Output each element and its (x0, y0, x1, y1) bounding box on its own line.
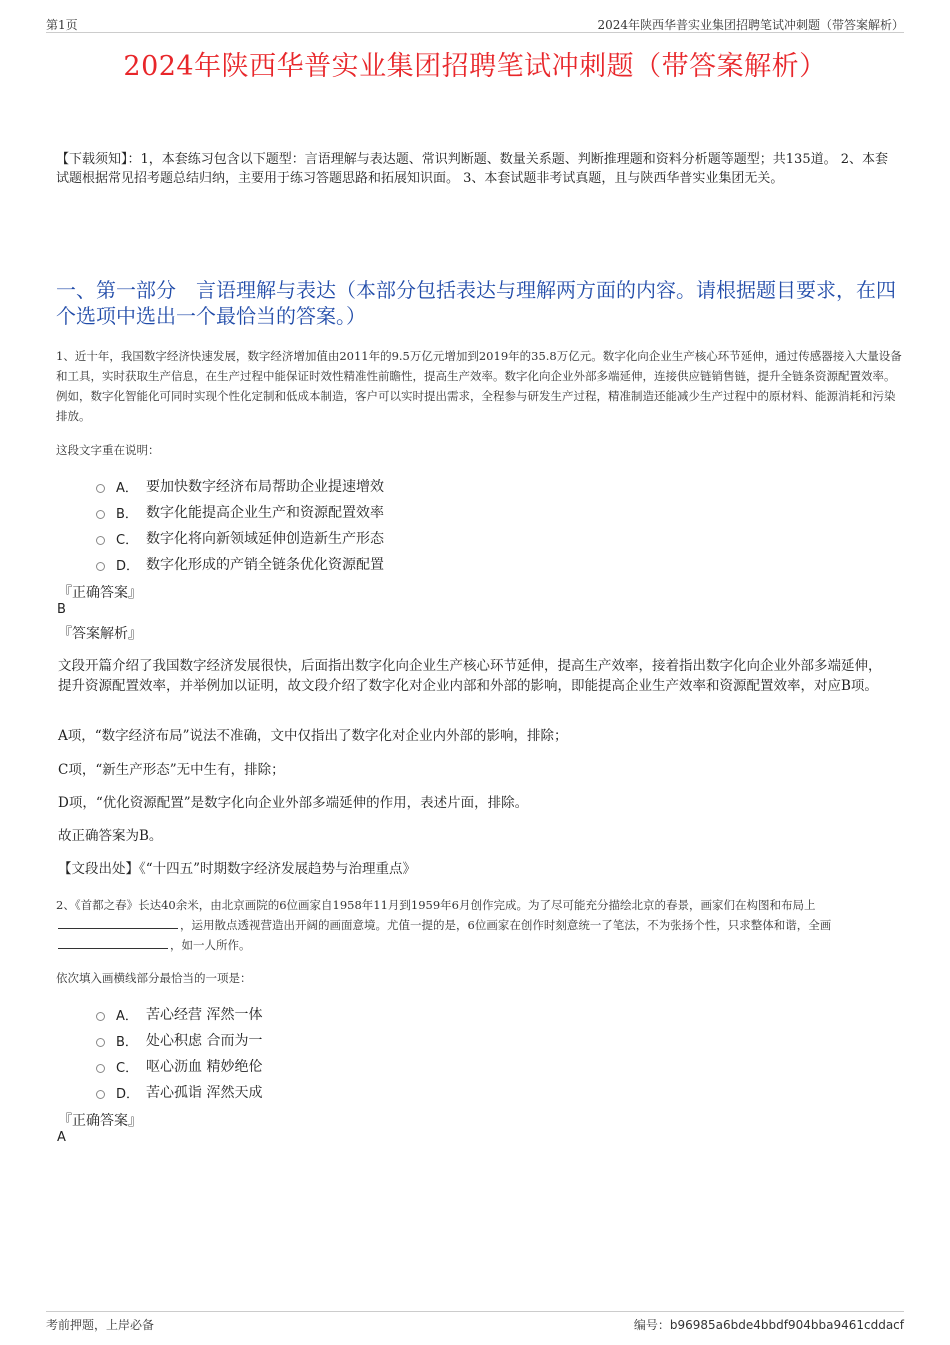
question-1-stem: 这段文字重在说明： (56, 443, 160, 457)
section-heading: 一、第一部分 言语理解与表达（本部分包括表达与理解两方面的内容。请根据题目要求，在四个选项中选出一个最恰当的答案。） (56, 278, 896, 328)
question-1-source: 【文段出处】《“十四五”时期数字经济发展趋势与治理重点》 (58, 861, 417, 877)
question-1-analysis-p1: 文段开篇介绍了我国数字经济发展很快，后面指出数字化向企业生产核心环节延伸，提高生产效率，接着指出数字化向企业外部多端延伸，提升资源配置效率，并举例加以证明，故文段介绍了数字化对企业内部和外部的影响，即能提高企业生产效率和资源配置效率，对应B项。 (58, 658, 882, 694)
header-doc-title: 2024年陕西华普实业集团招聘笔试冲刺题（带答案解析） (597, 18, 904, 32)
question-2-text-part1: 2、《首都之春》长达40余米，由北京画院的6位画家自1958年11月到1959年6月创作完成。为了尽可能充分描绘北京的春景，画家们在构图和布局上 (56, 898, 816, 912)
question-1-option-b[interactable] (96, 499, 596, 525)
question-2-answer-label: 『正确答案』 (58, 1113, 142, 1129)
question-1-option-a[interactable] (96, 473, 596, 499)
option-text: 苦心孤诣 浑然天成 (146, 1085, 263, 1101)
question-1-analysis-p3: C项，“新生产形态”无中生有，排除； (58, 762, 285, 778)
question-1-text: 1、近十年，我国数字经济快速发展，数字经济增加值由2011年的9.5万亿元增加到2019年的35.8万亿元。数字化向企业生产核心环节延伸，通过传感器接入大量设备和工具，实时获取生产信息，在生产过程中能保证时效性精准性前瞻性，提高生产效率。数字化向企业外部多端延伸，连接供应链销售链，提升全链条资源配置效率。例如，数字化智能化可同时实现个性化定制和低成本制造，客户可以实时提出需求，全程参与研发生产过程，精准制造还能减少生产过程中的原材料、能源消耗和污染排放。 (56, 349, 902, 423)
radio-icon[interactable] (96, 562, 105, 571)
question-2-answer: A (57, 1130, 66, 1145)
question-1-analysis-p5: 故正确答案为B。 (58, 828, 163, 844)
radio-icon[interactable] (96, 510, 105, 519)
option-text: 数字化能提高企业生产和资源配置效率 (146, 505, 384, 521)
option-letter: D． (116, 558, 140, 574)
option-text: 数字化形成的产销全链条优化资源配置 (146, 557, 384, 573)
radio-icon[interactable] (96, 1090, 105, 1099)
question-1-analysis-p4: D项，“优化资源配置”是数字化向企业外部多端延伸的作用，表述片面，排除。 (58, 795, 529, 811)
radio-icon[interactable] (96, 1012, 105, 1021)
question-1-analysis-p2: A项，“数字经济布局”说法不准确，文中仅指出了数字化对企业内外部的影响，排除； (58, 728, 568, 744)
question-2-options (96, 1001, 596, 1105)
question-2-text (56, 895, 902, 955)
option-letter: D． (116, 1086, 140, 1102)
option-text: 数字化将向新领域延伸创造新生产形态 (146, 531, 384, 547)
page-footer (46, 1311, 904, 1334)
blank-line-1 (58, 918, 178, 929)
option-letter: A． (116, 1008, 138, 1024)
question-1-answer-label: 『正确答案』 (58, 585, 142, 601)
page-header (46, 14, 904, 33)
option-text: 要加快数字经济布局帮助企业提速增效 (146, 479, 384, 495)
option-text: 处心积虑 合而为一 (146, 1033, 263, 1049)
footer-code (634, 1316, 904, 1333)
radio-icon[interactable] (96, 536, 105, 545)
question-2-option-b[interactable] (96, 1027, 596, 1053)
question-2-text-part2: ，运用散点透视营造出开阔的画面意境。尤值一提的是，6位画家在创作时刻意统一了笔法，不为张扬个性，只求整体和谐，全画 (180, 918, 832, 932)
radio-icon[interactable] (96, 1064, 105, 1073)
option-letter: B． (116, 506, 138, 522)
question-2-option-a[interactable] (96, 1001, 596, 1027)
radio-icon[interactable] (96, 1038, 105, 1047)
footer-slogan: 考前押题，上岸必备 (46, 1318, 155, 1332)
footer-code-value: b96985a6bde4bbdf904bba9461cddacf (669, 1318, 904, 1332)
question-1-option-d[interactable] (96, 551, 596, 577)
option-letter: C． (116, 1060, 139, 1076)
radio-icon[interactable] (96, 484, 105, 493)
question-2-option-c[interactable] (96, 1053, 596, 1079)
question-1-option-c[interactable] (96, 525, 596, 551)
option-text: 呕心沥血 精妙绝伦 (146, 1059, 263, 1075)
document-title: 2024年陕西华普实业集团招聘笔试冲刺题（带答案解析） (123, 51, 827, 82)
option-letter: B． (116, 1034, 138, 1050)
question-2-stem: 依次填入画横线部分最恰当的一项是： (56, 971, 252, 985)
blank-line-2 (58, 938, 168, 949)
page-number: 第1页 (46, 18, 78, 32)
option-letter: A． (116, 480, 138, 496)
footer-code-label: 编号： (633, 1318, 670, 1332)
question-2-text-part3: ，如一人所作。 (170, 938, 251, 952)
question-1-analysis-label: 『答案解析』 (58, 626, 142, 642)
download-notice: 【下载须知】：1，本套练习包含以下题型：言语理解与表达题、常识判断题、数量关系题、判断推理题和资料分析题等题型；共135道。 2、本套试题根据常见招考题总结归纳，主要用于练习答题思路和拓展知识面。 3、本套试题非考试真题，且与陕西华普实业集团无关。 (56, 152, 888, 186)
question-1-answer: B (57, 602, 66, 617)
option-letter: C． (116, 532, 139, 548)
question-2-option-d[interactable] (96, 1079, 596, 1105)
option-text: 苦心经营 浑然一体 (146, 1007, 263, 1023)
question-1-options (96, 473, 596, 577)
